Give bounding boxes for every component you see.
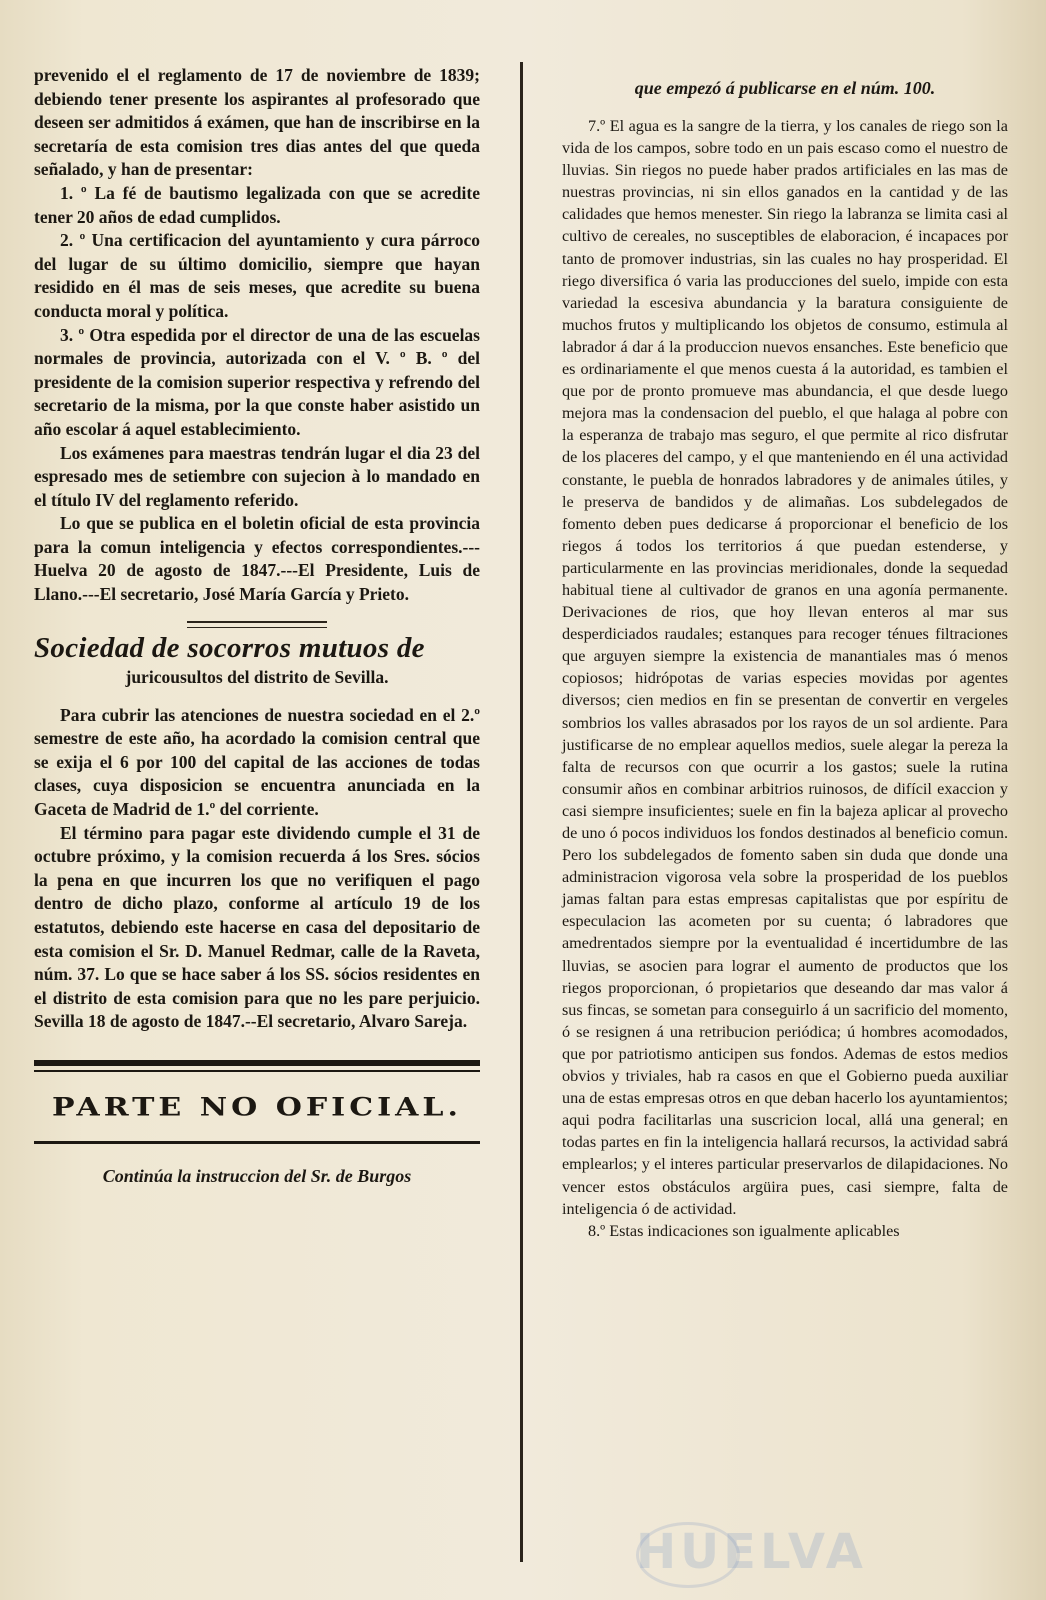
- paragraph-8: 8.º Estas indicaciones son igualmente aplicables: [588, 1221, 900, 1240]
- requirement-item-2: 2. º Una certificacion del ayuntamiento y cura párroco del lugar de su último domicilio, siempre que hayan residido en él mas de seis meses, que acredite su buena conducta moral y política.: [34, 230, 480, 321]
- requirement-item-3: 3. º Otra espedida por el director de una de las escuelas normales de provincia, autorizada con el V. º B. º del presidente de la comision superior respectiva y refrendo del secretario de la misma, por la que conste haber asistido un año escolar á aquel establecimiento.: [34, 324, 480, 439]
- column-divider: [520, 62, 523, 1562]
- continuation-line: Continúa la instruccion del Sr. de Burgos: [102, 1165, 412, 1186]
- ornament-divider: [34, 615, 480, 625]
- exams-paragraph: Los exámenes para maestras tendrán lugar el dia 23 del espresado mes de setiembre con sujecion à lo mandado en el título IV del reglamento referido.: [34, 442, 480, 510]
- section-rule-bottom: [34, 1141, 480, 1144]
- right-column: [562, 64, 1008, 1242]
- section-rule-thin: [34, 1070, 480, 1072]
- society-paragraph-1: Para cubrir las atenciones de nuestra sociedad en el 2.º semestre de este año, ha acordado la comision central que se exija el 6 por 100 del capital de las acciones de todas clases, cuya disposicion se encuentra anunciada en la Gaceta de Madrid de 1.º del corriente.: [34, 704, 480, 820]
- society-heading: Sociedad de socorros mutuos de: [34, 631, 425, 664]
- society-paragraph-2: El término para pagar este dividendo cumple el 31 de octubre próximo, y la comision recuerda á los Sres. sócios la pena en que incurren los que no verifiquen el pago dentro de dicho plazo, conforme al artículo 19 de los estatutos, debiendo este hacerse en casa del depositario de esta comision el Sr. D. Manuel Redmar, calle de la Raveta, núm. 37. Lo que se hace saber á los SS. sócios residentes en el distrito de esta comision para que no les pare perjuicio. Sevilla 18 de agosto de 1847.--El secretario, Alvaro Sareja.: [34, 822, 480, 1032]
- continuation-header: que empezó á publicarse en el núm. 100.: [634, 78, 936, 98]
- intro-paragraph: prevenido el el reglamento de 17 de noviembre de 1839; debiendo tener presente los aspirantes al profesorado que deseen ser admitidos á exámen, que han de inscribirse en la secretaría de esta comision tres dias antes del que queda señalado, y han de presentar:: [34, 65, 480, 180]
- closing-paragraph: Lo que se publica en el boletin oficial de esta provincia para la comun inteligencia y efectos correspondientes.---Huelva 20 de agosto de 1847.---El Presidente, Luis de Llano.---El secretario, José María García y Prieto.: [34, 513, 480, 605]
- watermark-text: HUELVA: [636, 1524, 867, 1580]
- left-column: [34, 64, 480, 1187]
- requirement-item-1: 1. º La fé de bautismo legalizada con que se acredite tener 20 años de edad cumplidos.: [34, 182, 480, 227]
- section-title: PARTE NO OFICIAL.: [52, 1092, 462, 1123]
- section-rule-thick: [34, 1060, 480, 1066]
- society-subheading: juricousultos del distrito de Sevilla.: [125, 666, 389, 687]
- paragraph-7: 7.º El agua es la sangre de la tierra, y los canales de riego son la vida de los campos, sobre todo en un pais escaso como el nuestro de lluvias. Sin riegos no puede haber prados artificiales en las mas de nuestras provincias, ni sin ellos ganados en la cantidad y de las calidades que hemos menester. Sin riego la labranza se limita casi al cultivo de cereales, no susceptibles de elaboracion, é incapaces por tanto de promover industrias, sin las cuales no hay prosperidad. El riego diversifica ó varia las producciones del suelo, impide con esta variedad la escesiva abundancia y la baratura consiguiente de muchos frutos y multiplicando los objetos de consumo, estimula al labrador á dar á la produccion nuevos ensanches. Este beneficio que es ordinariamente el que menos cuesta á la autoridad, es tambien el que por de pronto promueve mas abundancia, el que desde luego mejora mas la condensacion del pueblo, el que halaga al pobre con la esperanza de trabajo mas seguro, el que permite al rico disfrutar de los placeres del campo, y el que manteniendo en él una actividad constante, le puebla de honrados labradores y de animales útiles, y le preserva de bandidos y de alimañas. Los subdelegados de fomento deben pues dedicarse á proporcionar el beneficio de los riegos á todos los territorios á que puedan estenderse, y particularmente en las provincias meridionales, donde la sequedad habitual tiene al cultivador de granos en una agonía permanente. Derivaciones de rios, que hoy llevan enteros al mar sus desperdiciados raudales; estanques para recoger ténues filtraciones que arguyen siempre la existencia de manantiales mas ó menos copiosos; hidrópotas de varias especies movidas por agentes diversos; cien medios en fin se presentan de convertir en vergeles sombrios los valles abrasados por los rayos de un sol ardiente. Para justificarse de no emplear aquellos medios, suele alegar la pereza la falta de recursos con que ocurrir a los gastos; suele la rutina consumir años en combinar arbitrios ruinosos, de difícil exaccion y casi siempre insuficientes; suele en fin la bajeza aplicar al provecho de uno ó pocos individuos los fondos destinados al beneficio comun. Pero los subdelegados de fomento saben sin duda que donde una administracion vigorosa vela sobre la prosperidad de los pueblos jamas faltan para estas empresas capitalistas que por espíritu de especulacion las acometen por su cuenta; ó labradores que amedrentados siempre por la eventualidad é incertidumbre de las lluvias, se asocien para lograr el aumento de productos que los riegos proporcionan, ó propietarios que deseando dar mas valor á sus fincas, se sometan para conseguirlo á un sacrificio del momento, ó se resignen á una retribucion periódica; ú hombres acomodados, que por patriotismo anticipen sus fondos. Ademas de estos medios obvios y triviales, hab ra casos en que el Gobierno pueda auxiliar una de estas empresas otros en que deban hacerlo los ayuntamientos; aqui podra facilitarlas una suscricion local, allá una general; en todas partes en fin la inteligencia hallará recursos, la actividad sabrá emplearlos; y el interes particular preservarlos de dilapidaciones. No vencer estos obstáculos argüira pues, casi siempre, falta de inteligencia ó de actividad.: [562, 117, 1008, 1218]
